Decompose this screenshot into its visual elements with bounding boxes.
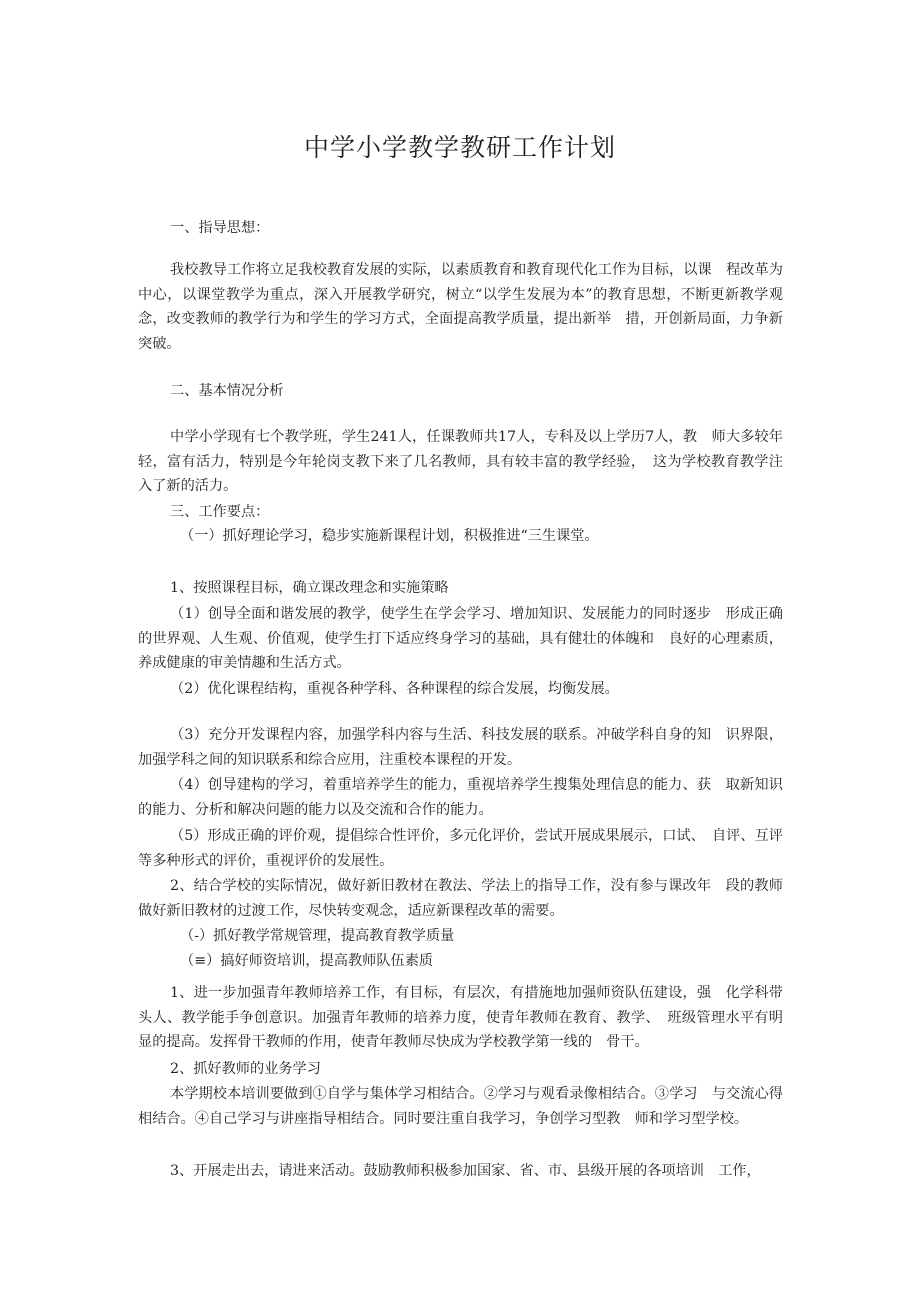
item1-point5: （5）形成正确的评价观，提倡综合性评价，多元化评价，尝试开展成果展示，口试、 自评、互评等多种形式的评价，重视评价的发展性。 [138,828,783,869]
item1-point1: （1）创导全面和谐发展的教学，使学生在学会学习、增加知识、发展能力的同时逐步 形成正确的世界观、人生观、价值观，使学生打下适应终身学习的基础，具有健壮的体魄和 良好的心理素质，养成健康的审美情趣和生活方式。 [138,606,783,671]
item1-heading: 1、按照课程目标，确立课改理念和实施策略 [170,580,449,596]
item1-point4: （4）创导建构的学习，着重培养学生的能力，重视培养学生搜集处理信息的能力、获 取新知识的能力、分析和解决问题的能力以及交流和合作的能力。 [138,777,783,818]
section2-paragraph: 中学小学现有七个教学班，学生241人，任课教师共17人，专科及以上学历7人，教 师大多较年轻，富有活力，特别是今年轮岗支教下来了几名教师，具有较丰富的教学经验， 这为学校教育教学注入了新的活力。 [138,429,783,494]
section1-paragraph: 我校教导工作将立足我校教育发展的实际，以素质教育和教育现代化工作为目标，以课 程改革为中心，以课堂教学为重点，深入开展教学研究，树立“以学生发展为本”的教育思想，不断更新教学观念，改变教师的教学行为和学生的学习方式，全面提高教学质量，提出新举 措，开创新局面，力争新突破。 [138,262,783,352]
training2-heading: 2、抓好教师的业务学习 [170,1061,321,1077]
item1-point2: （2）优化课程结构，重视各种学科、各种课程的综合发展，均衡发展。 [170,681,619,697]
section2-heading: 二、基本情况分析 [170,383,284,399]
training3-paragraph: 3、开展走出去，请进来活动。鼓励教师积极参加国家、省、市、县级开展的各项培训 工作， [170,1163,761,1179]
training1-paragraph: 1、进一步加强青年教师培养工作，有目标，有层次，有措施地加强师资队伍建设，强 化学科带头人、教学能手争创意识。加强青年教师的培养力度，使青年教师在教育、教学、 班级管理水平有明显的提高。发挥骨干教师的作用，使青年教师尽快成为学校教学第一线的 骨干。 [138,985,783,1050]
section1-heading: 一、指导思想： [170,220,270,236]
subsection2-heading: （-）抓好教学常规管理，提高教育教学质量 [180,928,455,944]
document-title: 中学小学教学教研工作计划 [303,133,616,162]
subsection3-heading: （≡）搞好师资培训，提高教师队伍素质 [180,953,434,969]
item2-paragraph: 2、结合学校的实际情况，做好新旧教材在教法、学法上的指导工作，没有参与课改年 段的教师做好新旧教材的过渡工作，尽快转变观念，适应新课程改革的需要。 [138,878,783,919]
item1-point3: （3）充分开发课程内容，加强学科内容与生活、科技发展的联系。冲破学科自身的知 识界限，加强学科之间的知识联系和综合应用，注重校本课程的开发。 [138,727,783,768]
subsection1-heading: （一）抓好理论学习，稳步实施新课程计划，积极推进“三生课堂。 [180,528,599,544]
section3-heading: 三、工作要点： [170,504,270,520]
training2-paragraph: 本学期校本培训要做到①自学与集体学习相结合。②学习与观看录像相结合。③学习 与交流心得相结合。④自己学习与讲座指导相结合。同时要注重自我学习，争创学习型教 师和学习型学校。 [138,1086,783,1127]
